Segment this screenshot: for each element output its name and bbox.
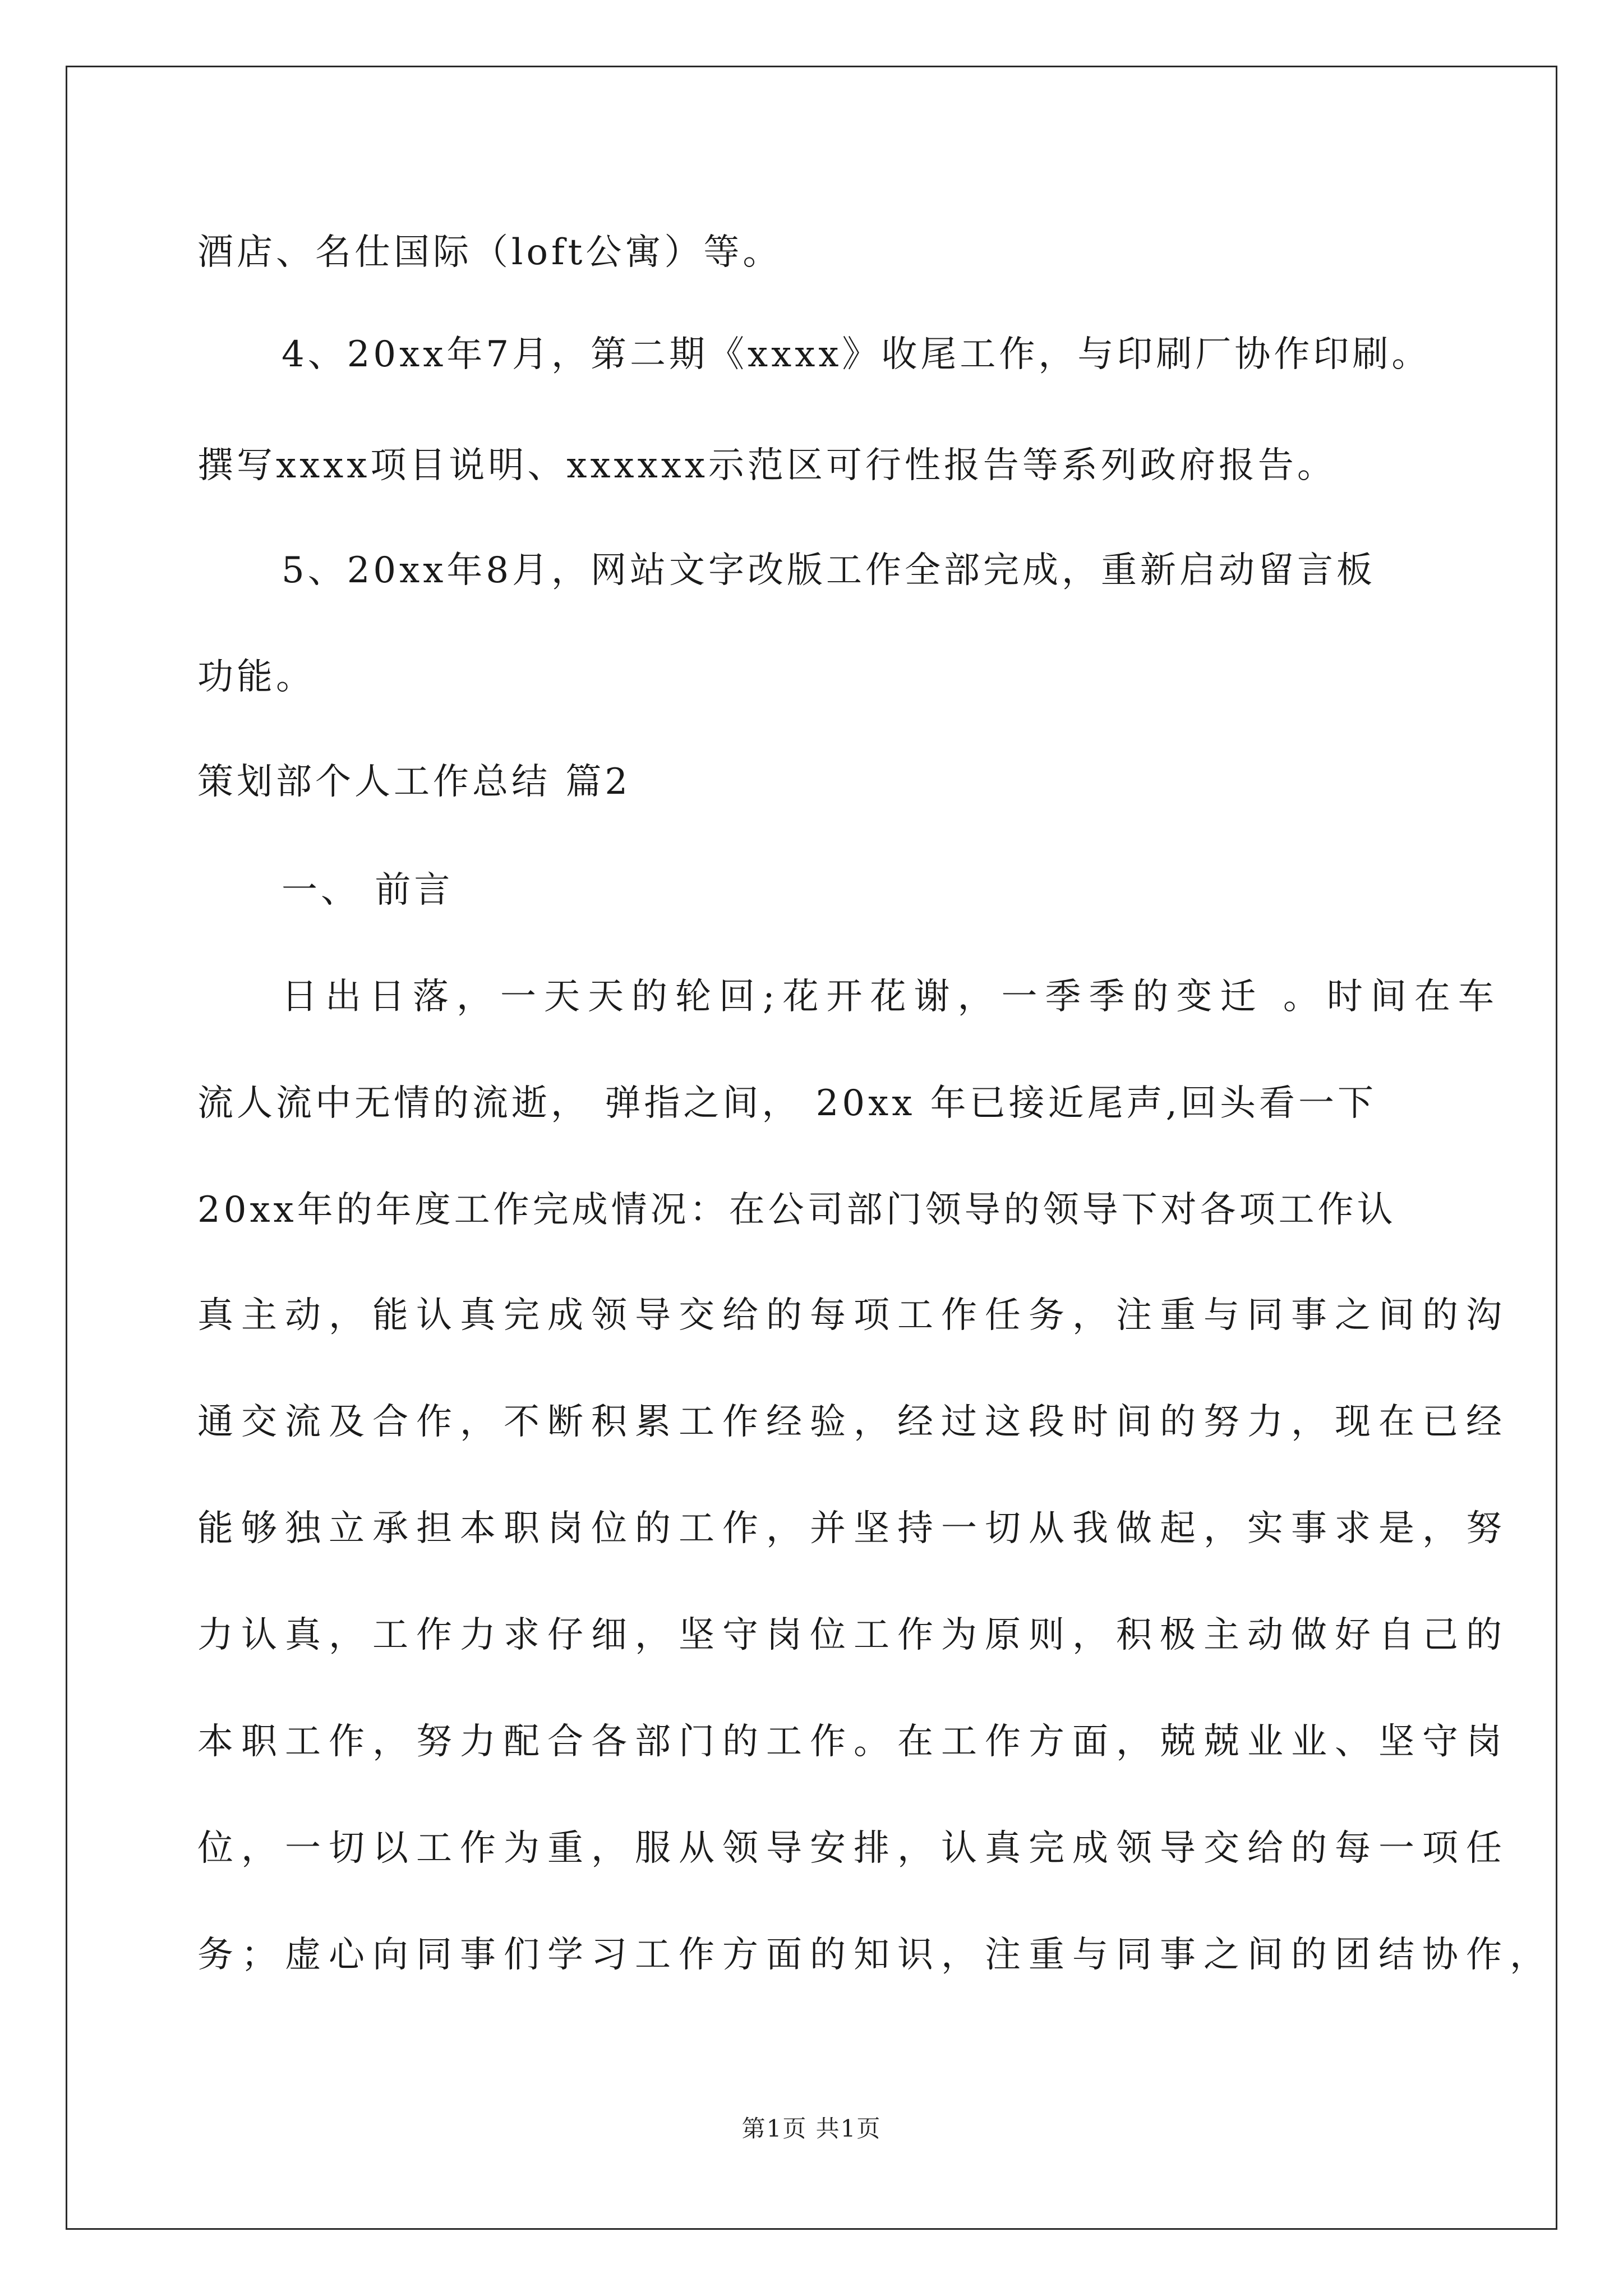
page-border: [66, 66, 1557, 2230]
text-line-8: 日出日落，一天天的轮回;花开花谢，一季季的变迁 。时间在车: [282, 976, 1502, 1018]
text-line-1: 酒店、名仕国际（loft公寓）等。: [197, 232, 782, 273]
text-line-10: 20xx年的年度工作完成情况：在公司部门领导的领导下对各项工作认: [197, 1189, 1396, 1231]
text-line-2: 4、20xx年7月，第二期《xxxx》收尾工作，与印刷厂协作印刷。: [282, 334, 1431, 375]
text-line-5: 功能。: [197, 656, 315, 698]
page-footer: 第1页 共1页: [741, 2115, 882, 2142]
subsection-heading: 一、 前言: [282, 869, 454, 911]
text-line-12: 通交流及合作，不断积累工作经验，经过这段时间的努力，现在已经: [197, 1401, 1510, 1443]
section-heading: 策划部个人工作总结 篇2: [197, 761, 631, 803]
text-line-3: 撰写xxxx项目说明、xxxxxx示范区可行性报告等系列政府报告。: [197, 445, 1336, 486]
text-line-11: 真主动，能认真完成领导交给的每项工作任务，注重与同事之间的沟: [197, 1295, 1510, 1336]
text-line-15: 本职工作，努力配合各部门的工作。在工作方面，兢兢业业、坚守岗: [197, 1721, 1510, 1763]
text-line-16: 位，一切以工作为重，服从领导安排，认真完成领导交给的每一项任: [197, 1828, 1510, 1869]
text-line-13: 能够独立承担本职岗位的工作，并坚持一切从我做起，实事求是，努: [197, 1508, 1510, 1549]
text-line-17: 务；虚心向同事们学习工作方面的知识，注重与同事之间的团结协作，: [197, 1934, 1553, 1976]
text-line-4: 5、20xx年8月，网站文字改版工作全部完成，重新启动留言板: [282, 550, 1376, 591]
text-line-14: 力认真，工作力求仔细，坚守岗位工作为原则，积极主动做好自己的: [197, 1614, 1510, 1656]
text-line-9: 流人流中无情的流逝， 弹指之间， 20xx 年已接近尾声,回头看一下: [197, 1083, 1377, 1124]
